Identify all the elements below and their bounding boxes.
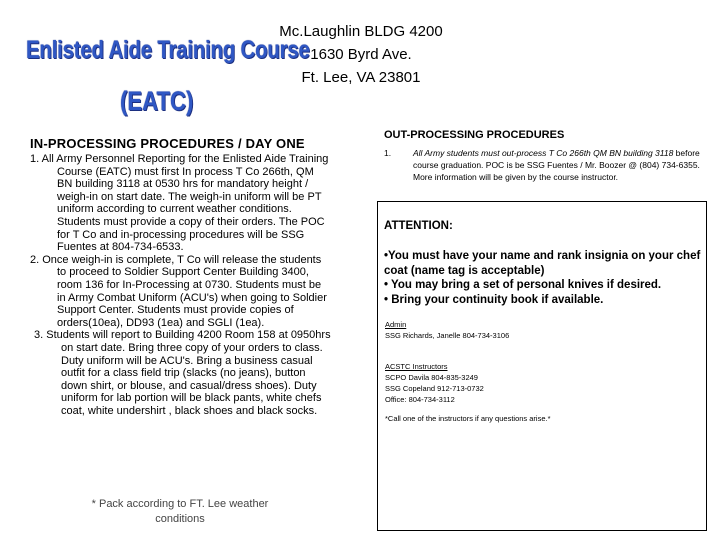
- in-processing-item: 1. All Army Personnel Reporting for the Enlisted Aide Training Course (EATC) must first In process T Co 266th, QM BN building 3118 at 0530 hrs for mandatory height / weigh-in on start date. The weigh-in uniform will be PT uniform according to current weather conditions. Students must provide a copy of their orders. The POC for T Co and in-processing procedures will be SSG Fuentes at 804-734-6533.: [30, 153, 329, 254]
- address-block: [278, 20, 444, 89]
- in-processing-item: 3. Students will report to Building 4200 Room 158 at 0950hrs on start date. Bring three copy of your orders to class. Duty uniform will be ACU's. Bring a business casual outfit for a class field trip (slacks (no jeans), button down shirt, or blouse, and casual/dress shoes). Duty uniform for lab portion will be black pants, white chefs coat, white undershirt , black shoes and black socks.: [34, 329, 331, 417]
- out-processing-item: [384, 147, 718, 183]
- out-processing-heading: OUT-PROCESSING PROCEDURES: [384, 129, 565, 141]
- in-processing-heading: IN-PROCESSING PROCEDURES / DAY ONE: [30, 136, 305, 151]
- attention-item: •You must have your name and rank insignia on your chef coat (name tag is acceptable): [384, 250, 701, 277]
- admin-contact-block: [385, 319, 685, 341]
- pack-note: * Pack according to FT. Lee weather conditions: [91, 498, 269, 525]
- out-processing-item-text: [413, 147, 718, 183]
- in-processing-item: 2. Once weigh-in is complete, T Co will release the students to proceed to Soldier Support Center Building 3400, room 136 for In-Processing at 0730. Students must be in Army Combat Uniform (ACU's) when going to Soldier Support Center. Students must provide copies of orders(10ea), DD93 (1ea) and SGLI (1ea).: [30, 253, 327, 329]
- out-processing-item-rest: before course graduation. POC is be SSG Fuentes / Mr. Boozer @ (804) 734-6355. More information will be given by the course instructor.: [413, 148, 700, 182]
- address-building: Mc.Laughlin BLDG 4200: [279, 23, 443, 40]
- attention-heading: ATTENTION:: [384, 220, 453, 232]
- admin-contact: SSG Richards, Janelle 804-734-3106: [385, 331, 510, 340]
- address-city: Ft. Lee, VA 23801: [301, 69, 421, 86]
- instructor-line: SCPO Davila 804-835-3249: [385, 373, 478, 382]
- out-processing-item-number: 1.: [384, 148, 392, 158]
- instructor-line: SSG Copeland 912-713-0732: [385, 384, 484, 393]
- out-processing-item-italic: All Army students must out-process T Co 266th QM BN building 3118: [413, 148, 674, 158]
- office-line: Office: 804-734-3112: [385, 395, 455, 404]
- course-abbreviation: (EATC): [120, 86, 194, 116]
- instructors-heading: ACSTC Instructors: [385, 362, 448, 371]
- call-note: *Call one of the instructors if any questions arise.*: [385, 414, 551, 423]
- admin-heading: Admin: [385, 320, 407, 329]
- attention-item: • Bring your continuity book if available.: [384, 293, 604, 306]
- in-processing-list: [30, 153, 332, 417]
- course-title: Enlisted Aide Training Course: [26, 36, 310, 64]
- instructors-block: [385, 361, 685, 405]
- attention-item: • You may bring a set of personal knives if desired.: [384, 279, 662, 291]
- attention-list: [384, 249, 704, 307]
- address-street: 1630 Byrd Ave.: [310, 46, 412, 63]
